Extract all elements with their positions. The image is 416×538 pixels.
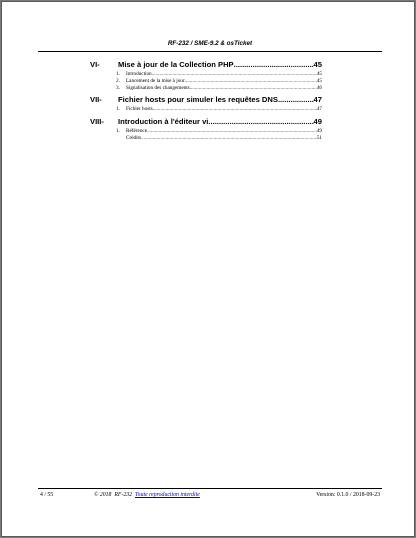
version-info: Version: 0.1.0 / 2018-09-23 [316, 492, 380, 498]
toc-entry[interactable] [90, 106, 322, 113]
toc-entry-number: 1. [116, 106, 120, 113]
toc-section-page: 45 [313, 60, 322, 69]
toc-entry[interactable] [90, 135, 322, 142]
toc-entry[interactable] [90, 71, 322, 78]
toc-section-heading[interactable] [90, 117, 322, 128]
toc-entry-page: 47 [316, 106, 322, 113]
toc-section [90, 95, 322, 113]
toc-entry-page: 46 [316, 84, 322, 91]
toc-entry-page: 49 [316, 128, 322, 135]
toc-section [90, 60, 322, 91]
toc-entry-number: 3. [116, 84, 120, 91]
toc-entry-title: Signalisation des changements [126, 84, 190, 91]
copyright-year: © 2018 [94, 492, 112, 498]
copyright-notice [94, 492, 200, 498]
toc-section [90, 117, 322, 142]
toc-section-number: VI- [90, 60, 100, 69]
toc-entry-title: Lancement de la mise à jour [126, 77, 185, 84]
toc-entry-number: 1. [116, 71, 120, 77]
toc-entry-page: 51 [316, 134, 322, 141]
toc-section-title: Fichier hosts pour simuler les requêtes DNS [118, 95, 278, 105]
footer-rule [38, 488, 382, 489]
toc-entry-page: 45 [316, 77, 322, 84]
toc-entry[interactable] [90, 128, 322, 135]
toc-section-number: VIII- [90, 117, 104, 127]
page-counter: 4 / 55 [40, 492, 54, 498]
toc-dot-leader [153, 106, 317, 112]
toc-dot-leader [208, 117, 313, 126]
toc-entry-title: Fichier hosts [126, 106, 153, 113]
toc-section-page: 47 [313, 95, 322, 105]
toc-dot-leader [190, 85, 317, 91]
toc-entry-title: Introduction [126, 71, 152, 77]
toc-section-heading[interactable] [90, 60, 322, 71]
toc-entry[interactable] [90, 78, 322, 85]
copyright-author: RF-232 [114, 492, 133, 498]
toc-section-title: Mise à jour de la Collection PHP [118, 60, 234, 69]
toc-entry-title: Référence [126, 128, 148, 135]
toc-dot-leader [147, 128, 317, 134]
page-footer [38, 492, 382, 502]
toc-dot-leader [234, 60, 314, 69]
header-rule [38, 51, 382, 52]
toc-dot-leader [141, 135, 317, 141]
toc-entry-page: 45 [316, 71, 322, 77]
toc-section-page: 49 [313, 117, 322, 127]
toc-section-title: Introduction à l'éditeur vi [118, 117, 209, 127]
document-page [1, 1, 415, 537]
page-header: RF-232 / SME-9.2 & osTicket [167, 40, 253, 47]
toc-entry[interactable] [90, 85, 322, 92]
toc-dot-leader [152, 71, 317, 77]
toc-entry-number: 1. [116, 128, 120, 135]
rights-link[interactable]: Toute reproduction interdite [134, 492, 200, 498]
toc-section-number: VII- [90, 95, 102, 105]
toc-entry-number: 2. [116, 77, 120, 84]
table-of-contents [90, 60, 322, 142]
toc-entry-title: Crédits [126, 134, 141, 141]
toc-dot-leader [278, 95, 314, 104]
toc-dot-leader [185, 78, 317, 84]
toc-section-heading[interactable] [90, 95, 322, 106]
